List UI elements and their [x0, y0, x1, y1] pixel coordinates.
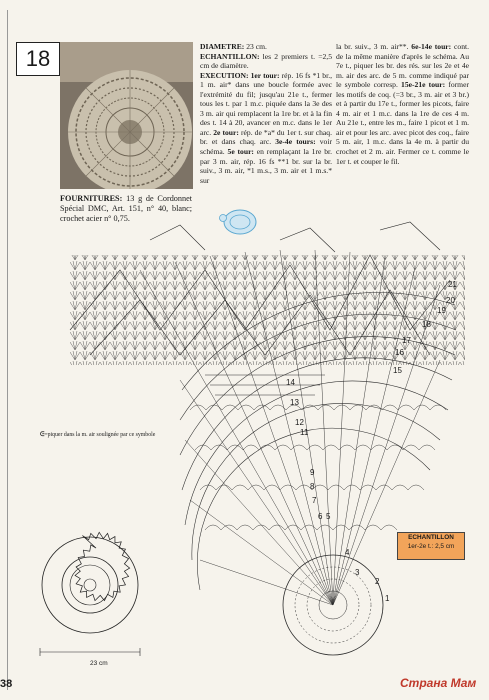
- echantillon-title: ECHANTILLON: [408, 534, 454, 541]
- round-number: 15: [393, 366, 402, 375]
- round-number: 3: [355, 568, 360, 577]
- legend-symbol-icon: ᕮ: [40, 432, 45, 438]
- round-number: 5: [326, 512, 331, 521]
- round-number: 1: [385, 594, 390, 603]
- round-number: 13: [290, 398, 299, 407]
- round2-text: rép. de *a* du 1er t. sur chaq. br. et dans chaq. arc.: [200, 127, 333, 147]
- round34-text: voir schéma.: [200, 137, 332, 157]
- round-number: 6: [318, 512, 323, 521]
- materials-body: 13 g de Cordonnet Spécial DMC, Art. 151, n° 40, blanc; crochet acier n° 0,75.: [60, 194, 192, 223]
- round-number: 18: [422, 320, 431, 329]
- doily-schematic: [40, 532, 140, 656]
- turtle-symbol-icon: [220, 210, 257, 234]
- round-number: 21: [448, 280, 457, 289]
- round-number: 2: [375, 577, 380, 586]
- round-number: 12: [295, 418, 304, 427]
- round2-label: 2e tour:: [213, 127, 239, 137]
- execution-text: rép. 16 fs *1 br., 1 m. air* dans une boucle formée avec l'extrémité du fil; jusqu'au 21e t., fermer tous les t. par 1 m.c. piquée dans la 3e des 3 m. air qui remplacent la 1re br. et à la fin des t. 14 à 20, avancer en m.c. dans le 1er arc.: [200, 70, 332, 137]
- schematic-dimension: 23 cm: [90, 660, 108, 667]
- execution-label: EXECUTION: 1er tour:: [200, 70, 280, 80]
- echantillon-value: 1er-2e t.: 2,5 cm: [407, 543, 455, 550]
- diameter-value: 23 cm.: [244, 42, 267, 51]
- round5-text: en remplaçant la 1re br. par 3 m. air, rép. 16 fs **1 br. sur la br. suiv., 3 m. air, *1 m.s., 3 m. air et 1 m.s.* sur: [200, 147, 333, 185]
- legend-description: =piquer dans la m. air soulignée par ce symbole: [44, 432, 156, 438]
- col2-text-b: cont. de la même manière d'après le schéma. Au 7e t., piquer les br. des rés. sur les 2e et 4e m. air des arc. de 5 m. comme indiqué par le symbole corresp.: [336, 42, 469, 90]
- round-number: 20: [446, 296, 455, 305]
- diameter-label: DIAMETRE:: [200, 42, 245, 51]
- page-number: 38: [0, 678, 13, 690]
- round5-label: 5e tour:: [227, 147, 254, 157]
- legend-text: [40, 432, 160, 439]
- round6-label: 6e-14e tour:: [408, 42, 452, 51]
- round-number: 7: [312, 496, 317, 505]
- round-number: 11: [300, 428, 309, 437]
- round-number: 17: [402, 336, 411, 345]
- col2-text-c: former les motifs de coq. (=3 br., 3 m. air et 3 br.) et à partir du 17e t., former les picots, faire 4 m. air et 1 m.c. dans la 1re de ces 4 m. Au 21e t., entre les m., faire 1 picot et 1 m. air et pour les arc. avec picot des coq., faire 5 m. air, 1 m.c. dans la 4e m. à partir du crochet et 2 m. air. Fermer ce t. comme le 1er t. et couper le fil.: [336, 80, 469, 166]
- round-number: 8: [310, 482, 315, 491]
- echantillon-box: [397, 532, 465, 560]
- materials-label: FOURNITURES:: [60, 194, 123, 203]
- round-number: 14: [286, 378, 295, 387]
- gauge-value: les 2 premiers t. =2,5 cm de diamètre.: [200, 51, 332, 71]
- watermark: Страна Мам: [400, 676, 477, 690]
- round-number: 4: [345, 548, 350, 557]
- round-number: 9: [310, 468, 315, 477]
- round-number: 19: [437, 306, 446, 315]
- pattern-number: 18: [16, 42, 60, 76]
- col2-text-a: la br. suiv., 3 m. air**.: [336, 42, 409, 51]
- gauge-label: ECHANTILLON:: [200, 51, 260, 61]
- round15-label: 15e-21e tour:: [397, 80, 446, 90]
- round34-label: 3e-4e tours:: [275, 137, 316, 147]
- round-number: 16: [395, 348, 404, 357]
